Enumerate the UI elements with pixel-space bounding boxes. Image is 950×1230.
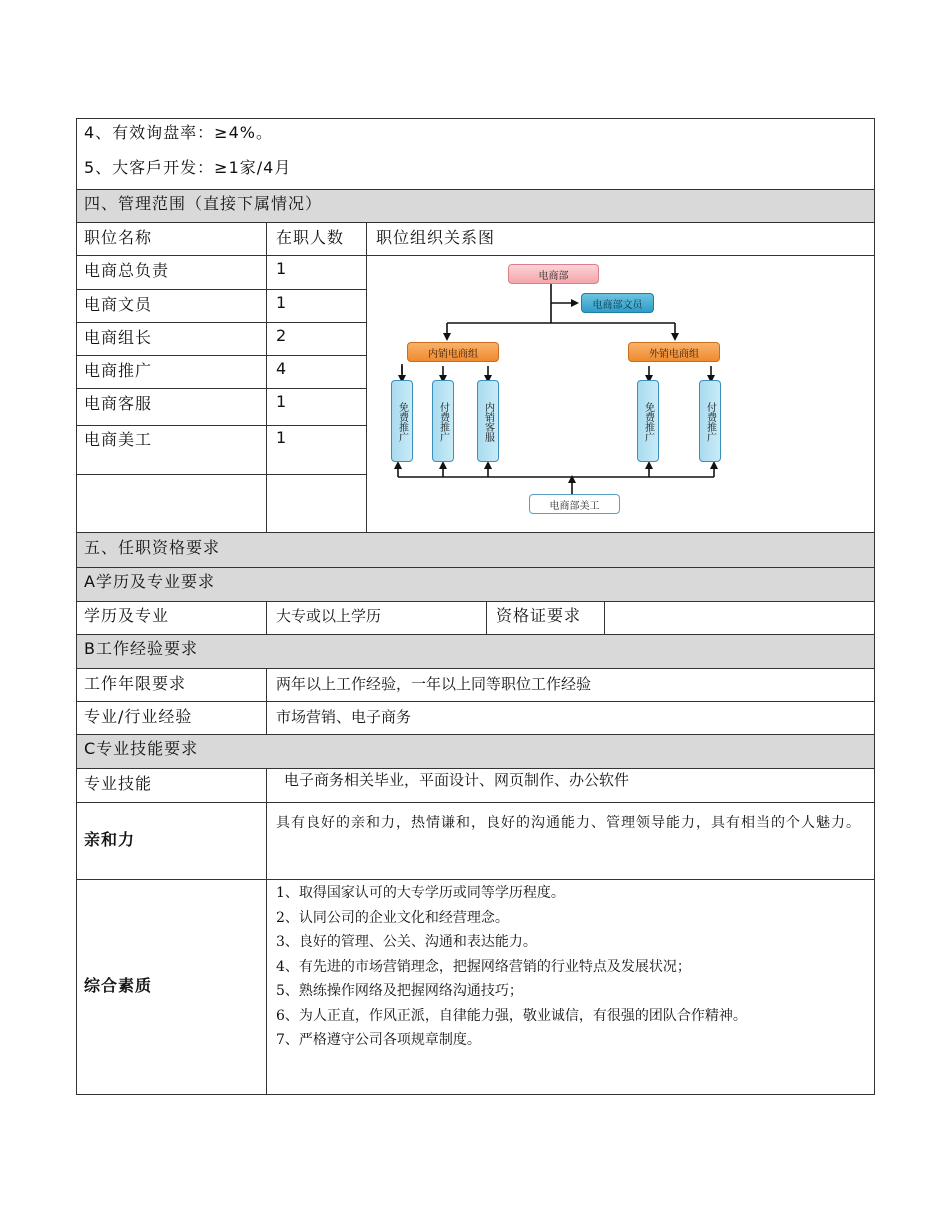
rule xyxy=(76,768,875,769)
org-node-foreign-paid-promo xyxy=(699,380,721,462)
section-a-title: A学历及专业要求 xyxy=(84,572,215,591)
rule xyxy=(76,532,875,533)
rule xyxy=(76,388,367,389)
position-count: 2 xyxy=(276,326,288,345)
rule xyxy=(76,474,367,475)
rule xyxy=(604,601,605,634)
org-unit-label: 付费推广 xyxy=(704,402,716,442)
rule xyxy=(76,701,875,702)
org-unit-label: 免费推广 xyxy=(396,402,408,442)
rule xyxy=(76,118,77,1095)
edu-value: 大专或以上学历 xyxy=(276,607,382,625)
org-node-foreign-free-promo xyxy=(637,380,659,462)
position-count: 4 xyxy=(276,359,288,378)
rule xyxy=(76,879,875,880)
org-node-foreign-group: 外销电商组 xyxy=(628,342,720,362)
quality-item: 5、熟练操作网络及把握网络沟通技巧； xyxy=(276,983,523,999)
position-name: 电商总负责 xyxy=(84,261,170,280)
section5-title: 五、任职资格要求 xyxy=(84,538,221,557)
col-header-position: 职位名称 xyxy=(84,228,153,247)
rule xyxy=(76,601,875,602)
quality-item: 4、有先进的市场营销理念，把握网络营销的行业特点及发展状况； xyxy=(276,958,691,975)
kpi-item-inquiry: 4、有效询盘率：≥4%。 xyxy=(84,123,273,142)
rule xyxy=(486,601,487,634)
position-name: 电商组长 xyxy=(84,328,153,347)
position-count: 1 xyxy=(276,428,288,447)
quality-label: 综合素质 xyxy=(84,976,153,995)
rule xyxy=(76,118,875,119)
rule xyxy=(76,734,875,735)
col-header-chart: 职位组织关系图 xyxy=(376,228,496,247)
rule xyxy=(266,222,267,532)
quality-item: 3、良好的管理、公关、沟通和表达能力。 xyxy=(276,934,537,950)
affinity-value: 具有良好的亲和力，热情谦和，良好的沟通能力、管理领导能力，具有相当的个人魅力。 xyxy=(276,815,861,831)
org-unit-label: 内销客服 xyxy=(482,402,494,442)
position-count: 1 xyxy=(276,392,288,411)
industry-label: 专业/行业经验 xyxy=(84,707,193,726)
years-label: 工作年限要求 xyxy=(84,674,187,693)
rule xyxy=(76,634,875,635)
industry-value: 市场营销、电子商务 xyxy=(276,708,412,726)
rule xyxy=(76,222,875,223)
position-name: 电商美工 xyxy=(84,430,153,449)
years-value: 两年以上工作经验，一年以上同等职位工作经验 xyxy=(276,675,592,693)
rule xyxy=(266,668,267,734)
rule xyxy=(76,802,875,803)
rule xyxy=(76,322,367,323)
org-chart xyxy=(367,256,875,532)
quality-item: 7、严格遵守公司各项规章制度。 xyxy=(276,1032,481,1048)
org-unit-label: 免费推广 xyxy=(642,402,654,442)
rule xyxy=(76,567,875,568)
rule xyxy=(76,1094,875,1095)
quality-item: 2、认同公司的企业文化和经营理念。 xyxy=(276,909,509,926)
org-node-clerk: 电商部文员 xyxy=(581,293,654,313)
section-c-title: C专业技能要求 xyxy=(84,739,199,758)
quality-item: 6、为人正直，作风正派，自律能力强，敬业诚信，有很强的团队合作精神。 xyxy=(276,1007,747,1024)
kpi-item-clients: 5、大客戶开发：≥1家/4月 xyxy=(84,158,292,177)
edu-label: 学历及专业 xyxy=(84,606,170,625)
rule xyxy=(76,668,875,669)
rule xyxy=(76,289,367,290)
position-name: 电商文员 xyxy=(84,295,153,314)
org-node-designer: 电商部美工 xyxy=(529,494,620,514)
quality-list xyxy=(276,881,870,1053)
section4-title: 四、管理范围（直接下属情况） xyxy=(84,194,323,213)
col-header-count: 在职人数 xyxy=(276,228,345,247)
org-node-domestic-free-promo xyxy=(391,380,413,462)
org-node-domestic-paid-promo xyxy=(432,380,454,462)
position-name: 电商推广 xyxy=(84,361,153,380)
org-node-domestic-service xyxy=(477,380,499,462)
org-node-domestic-group: 内销电商组 xyxy=(407,342,499,362)
cert-label: 资格证要求 xyxy=(496,606,582,625)
affinity-label: 亲和力 xyxy=(84,830,136,849)
position-count: 1 xyxy=(276,259,288,278)
rule xyxy=(266,768,267,1095)
rule xyxy=(76,355,367,356)
org-unit-label: 付费推广 xyxy=(437,402,449,442)
section-b-title: B工作经验要求 xyxy=(84,639,198,658)
skill-label: 专业技能 xyxy=(84,774,153,793)
skill-value: 电子商务相关毕业，平面设计、网页制作、办公软件 xyxy=(284,771,630,789)
quality-item: 1、取得国家认可的大专学历或同等学历程度。 xyxy=(276,885,565,901)
rule xyxy=(76,189,875,190)
rule xyxy=(266,601,267,634)
position-name: 电商客服 xyxy=(84,394,153,413)
position-count: 1 xyxy=(276,293,288,312)
job-description-table xyxy=(76,118,875,1095)
rule xyxy=(76,425,367,426)
org-node-head: 电商部 xyxy=(508,264,599,284)
